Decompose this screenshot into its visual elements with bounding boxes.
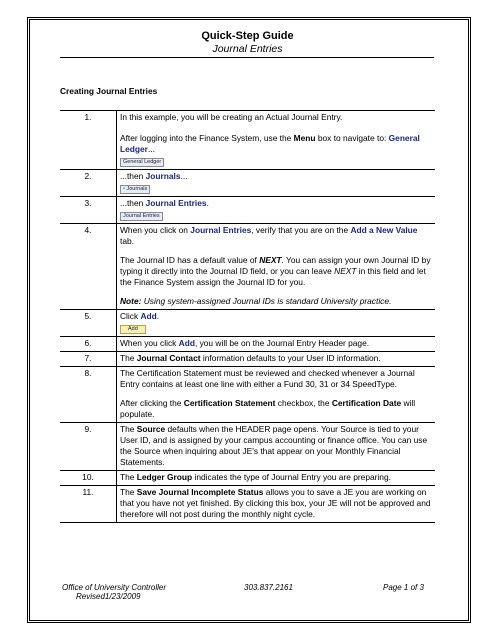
step-row xyxy=(60,310,435,337)
step-text: The Source defaults when the HEADER page opens. Your Source is tied to your User ID, and is assigned by your campus accounting or finance office. You can use the Source when inquiring about JE's that appear on your Monthly Financial Statements. xyxy=(117,423,436,471)
step-text: When you click Add, you will be on the Journal Entry Header page. xyxy=(117,337,436,352)
footer-phone: 303.837.2161 xyxy=(244,583,293,592)
journal-entries-button[interactable]: Journal Entries xyxy=(120,212,163,221)
step-row xyxy=(60,111,435,170)
title-divider xyxy=(60,57,434,58)
step-row xyxy=(60,471,435,486)
step-text: Click Add. Add xyxy=(117,310,436,337)
step-number: 1. xyxy=(60,111,117,170)
step-4-note: Note: Using system-assigned Journal IDs is standard University practice. xyxy=(120,296,392,306)
step-row xyxy=(60,337,435,352)
step-text: When you click on Journal Entries, verify that you are on the Add a New Value tab. The Journal ID has a default value of NEXT. You can assign your own Journal ID by typing it directly into the Journal ID field, or you can leave NEXT in this field and let the Finance System assign the Journal ID for you. Note: Using system-assigned Journal IDs is standard University practice. xyxy=(117,224,436,310)
step-row xyxy=(60,423,435,471)
step-text: ...then Journals... ▫ Journals xyxy=(117,170,436,197)
step-number: 11. xyxy=(60,486,117,523)
step-row xyxy=(60,352,435,367)
section-title: Creating Journal Entries xyxy=(60,86,158,96)
step-row xyxy=(60,197,435,224)
journals-button[interactable]: ▫ Journals xyxy=(120,185,150,194)
page-title: Quick-Step Guide xyxy=(201,30,294,42)
step-number: 6. xyxy=(60,337,117,352)
step-number: 4. xyxy=(60,224,117,310)
page-subtitle: Journal Entries xyxy=(212,43,283,55)
step-text: The Certification Statement must be reviewed and checked whenever a Journal Entry contains at least one line with either a Fund 30, 31 or 34 SpeedType. After clicking the Certification Statement checkbox, the Certification Date will populate. xyxy=(117,367,436,423)
step-number: 5. xyxy=(60,310,117,337)
footer-revised-date: Revised1/23/2009 xyxy=(76,592,141,601)
step-row xyxy=(60,170,435,197)
step-row xyxy=(60,224,435,310)
step-text: The Journal Contact information defaults to your User ID information. xyxy=(117,352,436,367)
step-row xyxy=(60,486,435,523)
steps-table xyxy=(60,110,435,523)
step-1-nav: After logging into the Finance System, use the Menu box to navigate to: General Ledger... xyxy=(120,133,420,154)
add-button[interactable]: Add xyxy=(120,325,146,334)
step-text: The Save Journal Incomplete Status allows you to save a JE you are working on that you have not yet finished. By clicking this box, your JE will not be approved and therefore will not post during the monthly night cycle. xyxy=(117,486,436,523)
step-number: 8. xyxy=(60,367,117,423)
step-1-intro: In this example, you will be creating an Actual Journal Entry. xyxy=(120,112,343,122)
general-ledger-button[interactable]: General Ledger xyxy=(120,158,164,167)
footer-page-number: Page 1 of 3 xyxy=(383,583,424,592)
step-8-intro: The Certification Statement must be reviewed and checked whenever a Journal Entry contains at least one line with either a Fund 30, 31 or 34 SpeedType. xyxy=(120,368,415,389)
step-number: 9. xyxy=(60,423,117,471)
footer-office xyxy=(62,583,166,601)
step-text: ...then Journal Entries. Journal Entries xyxy=(117,197,436,224)
step-row xyxy=(60,367,435,423)
step-number: 2. xyxy=(60,170,117,197)
step-number: 10. xyxy=(60,471,117,486)
folder-icon: ▫ xyxy=(123,186,125,192)
step-number: 3. xyxy=(60,197,117,224)
step-number: 7. xyxy=(60,352,117,367)
footer-office-name: Office of University Controller xyxy=(62,583,167,592)
step-text: The Ledger Group indicates the type of Journal Entry you are preparing. xyxy=(117,471,436,486)
step-text xyxy=(117,111,436,170)
